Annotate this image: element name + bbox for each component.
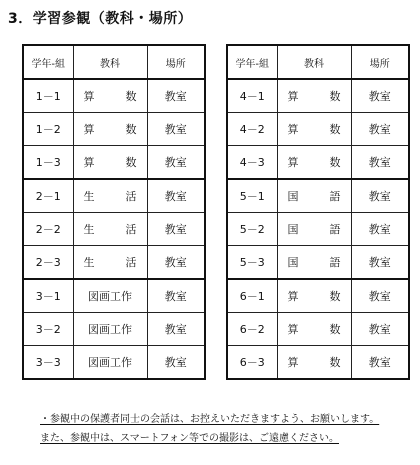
subject-cell: 算 数 xyxy=(73,79,147,113)
place-cell: 教室 xyxy=(351,113,409,146)
place-cell: 教室 xyxy=(147,346,205,380)
class-cell: 4－3 xyxy=(227,146,277,180)
table-header-row xyxy=(23,45,205,79)
class-cell: 4－2 xyxy=(227,113,277,146)
place-cell: 教室 xyxy=(147,246,205,280)
place-cell: 教室 xyxy=(351,146,409,180)
table-row xyxy=(227,213,409,246)
subject-cell: 算 数 xyxy=(277,313,351,346)
class-cell: 1－3 xyxy=(23,146,73,180)
subject-cell: 算 数 xyxy=(277,146,351,180)
table-row xyxy=(23,246,205,280)
table-row xyxy=(227,79,409,113)
subject-cell: 国 語 xyxy=(277,246,351,280)
column-header-subject: 教科 xyxy=(277,45,351,79)
schedule-table-grades-4-6 xyxy=(226,44,410,380)
table-row xyxy=(227,246,409,280)
table-row xyxy=(23,113,205,146)
section-heading: 3．学習参観（教科・場所） xyxy=(8,11,193,27)
subject-cell: 国 語 xyxy=(277,213,351,246)
table-row xyxy=(227,113,409,146)
class-cell: 1－2 xyxy=(23,113,73,146)
table-row xyxy=(227,179,409,213)
class-cell: 4－1 xyxy=(227,79,277,113)
subject-cell: 生 活 xyxy=(73,179,147,213)
column-header-class: 学年-組 xyxy=(23,45,73,79)
table-row xyxy=(23,213,205,246)
table-row xyxy=(23,313,205,346)
subject-cell: 生 活 xyxy=(73,246,147,280)
subject-cell: 算 数 xyxy=(277,346,351,380)
place-cell: 教室 xyxy=(351,79,409,113)
notes-block xyxy=(40,410,379,448)
place-cell: 教室 xyxy=(351,279,409,313)
place-cell: 教室 xyxy=(147,146,205,180)
class-cell: 6－2 xyxy=(227,313,277,346)
place-cell: 教室 xyxy=(351,346,409,380)
subject-cell: 算 数 xyxy=(277,279,351,313)
class-cell: 2－3 xyxy=(23,246,73,280)
note-line: また、参観中は、スマートフォン等での撮影は、ご遠慮ください。 xyxy=(40,433,339,444)
table-header-row xyxy=(227,45,409,79)
table-row xyxy=(227,279,409,313)
subject-cell: 図画工作 xyxy=(73,346,147,380)
subject-cell: 生 活 xyxy=(73,213,147,246)
note-line: ・参観中の保護者同士の会話は、お控えいただきますよう、お願いします。 xyxy=(40,414,380,425)
subject-cell: 図画工作 xyxy=(73,313,147,346)
class-cell: 3－3 xyxy=(23,346,73,380)
place-cell: 教室 xyxy=(351,179,409,213)
subject-cell: 算 数 xyxy=(277,79,351,113)
subject-cell: 国 語 xyxy=(277,179,351,213)
column-header-subject: 教科 xyxy=(73,45,147,79)
class-cell: 6－1 xyxy=(227,279,277,313)
table-row xyxy=(23,346,205,380)
place-cell: 教室 xyxy=(351,246,409,280)
subject-cell: 算 数 xyxy=(277,113,351,146)
class-cell: 6－3 xyxy=(227,346,277,380)
place-cell: 教室 xyxy=(147,213,205,246)
place-cell: 教室 xyxy=(147,79,205,113)
class-cell: 1－1 xyxy=(23,79,73,113)
table-row xyxy=(227,146,409,180)
table-row xyxy=(23,146,205,180)
class-cell: 2－2 xyxy=(23,213,73,246)
place-cell: 教室 xyxy=(147,279,205,313)
table-row xyxy=(23,279,205,313)
class-cell: 5－2 xyxy=(227,213,277,246)
class-cell: 3－2 xyxy=(23,313,73,346)
table-row xyxy=(227,346,409,380)
class-cell: 2－1 xyxy=(23,179,73,213)
subject-cell: 算 数 xyxy=(73,113,147,146)
column-header-class: 学年-組 xyxy=(227,45,277,79)
subject-cell: 算 数 xyxy=(73,146,147,180)
class-cell: 5－3 xyxy=(227,246,277,280)
table-row xyxy=(23,79,205,113)
table-row xyxy=(227,313,409,346)
table-row xyxy=(23,179,205,213)
column-header-place: 場所 xyxy=(147,45,205,79)
subject-cell: 図画工作 xyxy=(73,279,147,313)
column-header-place: 場所 xyxy=(351,45,409,79)
class-cell: 5－1 xyxy=(227,179,277,213)
place-cell: 教室 xyxy=(147,113,205,146)
place-cell: 教室 xyxy=(147,179,205,213)
class-cell: 3－1 xyxy=(23,279,73,313)
place-cell: 教室 xyxy=(147,313,205,346)
place-cell: 教室 xyxy=(351,313,409,346)
place-cell: 教室 xyxy=(351,213,409,246)
schedule-table-grades-1-3 xyxy=(22,44,206,380)
